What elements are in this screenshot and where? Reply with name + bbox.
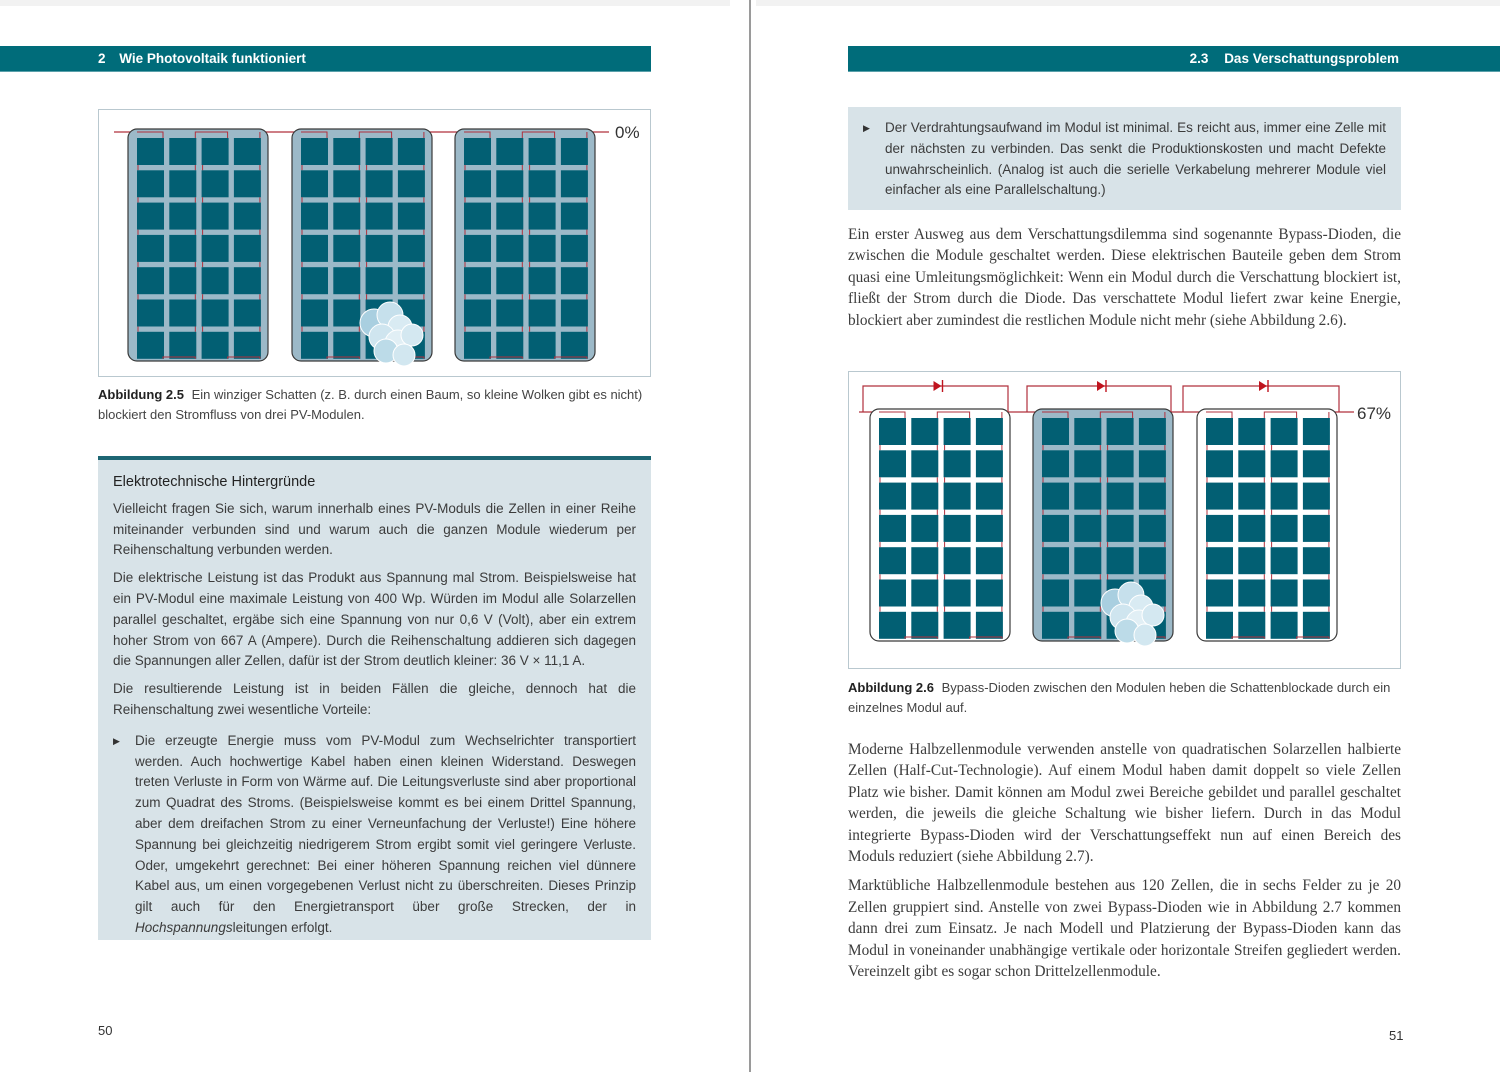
bypass-wire — [1027, 386, 1171, 412]
output-percentage: 0% — [615, 123, 640, 142]
info-box-title: Elektrotechnische Hintergründe — [113, 474, 316, 490]
figure-2-6 — [848, 371, 1401, 669]
figure-caption-2-6 — [848, 678, 1401, 717]
output-percentage: 67% — [1357, 404, 1392, 423]
info-box-electrical-background — [98, 456, 651, 940]
pv-modules-series-diagram — [99, 110, 652, 378]
section-number: 2.3 — [1189, 51, 1209, 66]
info-paragraph: Die elektrische Leistung ist das Produkt aus Spannung mal Strom. Beispielsweise hat ein PV-Modul eine maximale Leistung von 400 Wp. Würden im Modul alle Solarzellen parallel geschaltet, ergäbe sich eine Spannung von nur 0,6 V (Volt), aber ein extrem hoher Strom von 667 A (Ampere). Durch die Reihenschaltung addieren sich dagegen die Spannungen aller Zellen, dafür ist der Strom deutlich kleiner: 36 V × 11,1 A. — [113, 570, 636, 669]
bullet-triangle-icon: ▶ — [113, 735, 120, 746]
paragraph: Moderne Halbzellenmodule verwenden anstelle von quadratischen Solarzellen halbierte Zellen (Half-Cut-Technologie). Auf einem Modul haben damit doppelt so viele Zellen Platz wie bisher. Damit können am Modul zwei Bereiche gebildet und parallel geschaltet werden, die jeweils die gleiche Schaltung wie bisher liefern. Durch in das Modul integrierte Bypass-Dioden wird der Verschattungseffekt nun auf einen Bereich des Moduls reduziert (siehe Abbildung 2.7). — [848, 741, 1401, 866]
caption-text: Ein winziger Schatten (z. B. durch einen Baum, so kleine Wolken gibt es nicht) blockiert den Stromfluss von drei PV-Modulen. — [98, 387, 643, 422]
left-page — [0, 0, 749, 1072]
paragraph: Ein erster Ausweg aus dem Verschattungsdilemma sind sogenannte Bypass-Dioden, die zwischen die Module geschaltet werden. Diese elektrischen Bauteile geben dem Strom quasi eine Umleitungsmöglichkeit: Wenn ein Modul durch die Verschattung blockiert ist, fließt der Strom durch die Diode. Das verschattete Modul liefert zwar keine Energie, blockiert aber zumindest die restlichen Module nicht mehr (siehe Abbildung 2.6). — [848, 226, 1401, 329]
bullet-text-italic: Hochspannungs — [135, 919, 233, 935]
info-paragraph: Vielleicht fragen Sie sich, warum innerhalb eines PV-Moduls die Zellen in einer Reihe miteinander verbunden sind und warum auch die ganzen Module wiederum per Reihenschaltung verbunden werden. — [113, 500, 636, 558]
bullet-text: Der Verdrahtungsaufwand im Modul ist minimal. Es reicht aus, immer eine Zelle mit der nächsten zu verbinden. Das senkt die Produktionskosten und macht Defekte unwahrscheinlich. (Analog ist auch die serielle Verkabelung mehrerer Module viel einfacher als eine Parallelschaltung.) — [885, 120, 1386, 198]
diode-icon — [934, 381, 942, 391]
page-number-right: 51 — [1389, 1028, 1404, 1043]
body-text-bypass — [848, 224, 1401, 339]
caption-label: Abbildung 2.6 — [848, 680, 934, 695]
section-title: Das Verschattungsproblem — [1224, 51, 1399, 66]
chapter-number: 2 — [98, 51, 106, 66]
pv-modules-bypass-diagram — [849, 372, 1402, 670]
page-number-left: 50 — [98, 1023, 113, 1038]
bullet-item — [863, 118, 1386, 201]
info-box-continued — [848, 107, 1401, 210]
paragraph: Marktübliche Halbzellenmodule bestehen aus 120 Zellen, die in sechs Felder zu je 20 Zellen gruppiert sind. Anstelle von zwei Bypass-Dioden wie in Abbildung 2.7 kommen dann drei zum Einsatz. Je nach Modell und Platzierung der Bypass-Dioden kann das Modul in voneinander unabhängige vertikale oder horizontale Streifen gegliedert werden. Vereinzelt gibt es sogar schon Drittelzellenmodule. — [848, 877, 1401, 981]
bullet-text-end: leitungen erfolgt. — [232, 919, 333, 935]
body-text-halfcut — [848, 739, 1401, 990]
figure-caption-2-5 — [98, 385, 651, 424]
bullet-text: Die erzeugte Energie muss vom PV-Modul zum Wechselrichter transportiert werden. Auch hochwertige Kabel haben einen kleinen Widerstand. Deswegen treten Verluste in Form von Wärme auf. Die Leitungsverluste sind aber proportional zum Quadrat des Stroms. (Beispielsweise kommt es bei einem Drittel Spannung, aber dem dreifachen Strom zu einer Verneunfachung der Verluste!) Eine höhere Spannung bei gleichzeitig niedrigerem Strom ergibt somit viel geringere Verluste. Oder, umgekehrt gerechnet: Bei einer höheren Spannung reichen viel dünnere Kabel aus, um einen vorgegebenen Verlust nicht zu überschreiten. Dieses Prinzip gilt auch für den Energietransport über große Strecken, der in — [135, 732, 636, 915]
running-header-right — [848, 46, 1500, 72]
bullet-item — [113, 731, 636, 939]
page-top-edge — [0, 0, 730, 6]
page-top-edge — [756, 0, 1500, 6]
bypass-wire — [863, 386, 1008, 412]
caption-label: Abbildung 2.5 — [98, 387, 184, 402]
bypass-wire — [1183, 386, 1339, 412]
diode-icon — [1259, 381, 1267, 391]
caption-text: Bypass-Dioden zwischen den Modulen heben die Schattenblockade durch ein einzelnes Modul auf. — [848, 680, 1391, 715]
chapter-title: Wie Photovoltaik funktioniert — [119, 51, 306, 66]
diode-icon — [1097, 381, 1105, 391]
info-paragraph: Die resultierende Leistung ist in beiden Fällen die gleiche, dennoch hat die Reihenschaltung zwei wesentliche Vorteile: — [113, 681, 636, 717]
bullet-triangle-icon: ▶ — [863, 123, 870, 133]
running-header-left — [0, 46, 651, 72]
figure-2-5 — [98, 109, 651, 377]
